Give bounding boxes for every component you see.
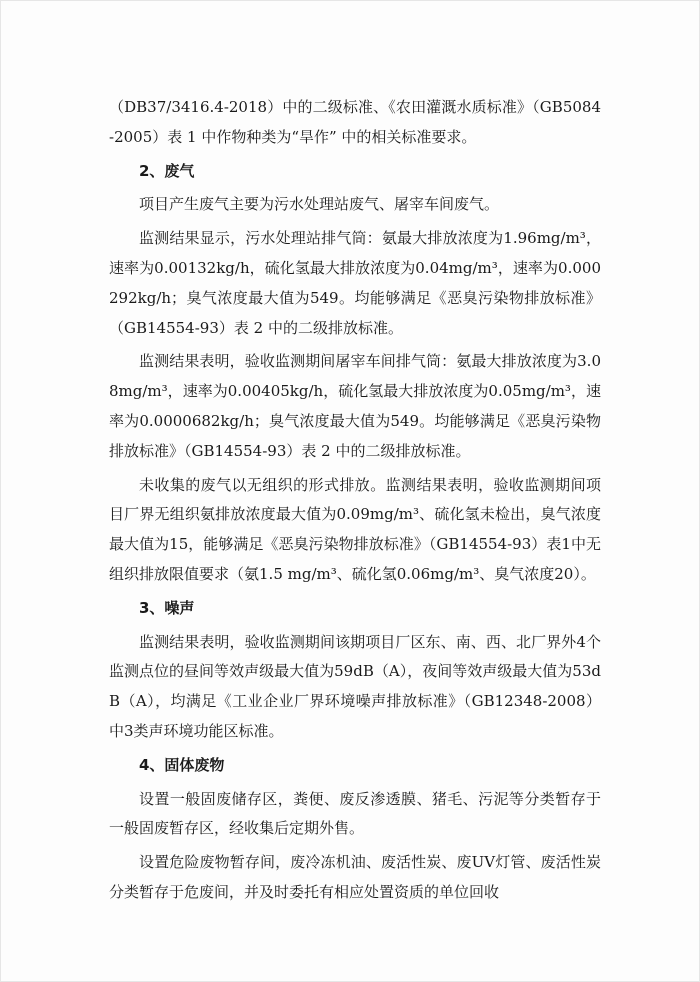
paragraph-hazardous-waste: 设置危险废物暂存间，废冷冻机油、废活性炭、废UV灯管、废活性炭分类暂存于危废间，并及时委托有相应处置资质的单位回收 (109, 853, 601, 901)
paragraph-water-standard: （DB37/3416.4-2018）中的二级标准、《农田灌溉水质标准》（GB5084-2005）表 1 中作物种类为“旱作” 中的相关标准要求。 (109, 98, 601, 146)
paragraph-slaughter-workshop-gas: 监测结果表明，验收监测期间屠宰车间排气筒：氨最大排放浓度为3.08mg/m³，速率为0.00405kg/h，硫化氢最大排放浓度为0.05mg/m³，速率为0.0000682kg/h；臭气浓度最大值为549。均能够满足《恶臭污染物排放标准》（GB14554-93）表 2 中的二级排放标准。 (109, 352, 601, 460)
paragraph-wastewater-station-gas: 监测结果显示，污水处理站排气筒：氨最大排放浓度为1.96mg/m³，速率为0.00132kg/h，硫化氢最大排放浓度为0.04mg/m³，速率为0.000292kg/h；臭气浓度最大值为549。均能够满足《恶臭污染物排放标准》（GB14554-93）表 2 中的二级排放标准。 (109, 229, 601, 337)
heading-solid-waste: 4、固体废物 (139, 755, 225, 774)
heading-waste-gas: 2、废气 (139, 161, 195, 180)
heading-noise: 3、噪声 (139, 598, 195, 617)
paragraph-gas-sources: 项目产生废气主要为污水处理站废气、屠宰车间废气。 (139, 195, 500, 214)
paragraph-fugitive-gas: 未收集的废气以无组织的形式排放。监测结果表明，验收监测期间项目厂界无组织氨排放浓度最大值为0.09mg/m³、硫化氢未检出，臭气浓度最大值为15，能够满足《恶臭污染物排放标准》（GB14554-93）表1中无组织排放限值要求（氨1.5 mg/m³、硫化氢0.06mg/m³、臭气浓度20）。 (109, 475, 601, 583)
paragraph-noise-results: 监测结果表明，验收监测期间该期项目厂区东、南、西、北厂界外4个监测点位的昼间等效声级最大值为59dB（A），夜间等效声级最大值为53dB（A），均满足《工业企业厂界环境噪声排放标准》（GB12348-2008）中3类声环境功能区标准。 (109, 632, 601, 740)
paragraph-general-solid-waste: 设置一般固废储存区，粪便、废反渗透膜、猪毛、污泥等分类暂存于一般固废暂存区，经收集后定期外售。 (109, 789, 601, 838)
